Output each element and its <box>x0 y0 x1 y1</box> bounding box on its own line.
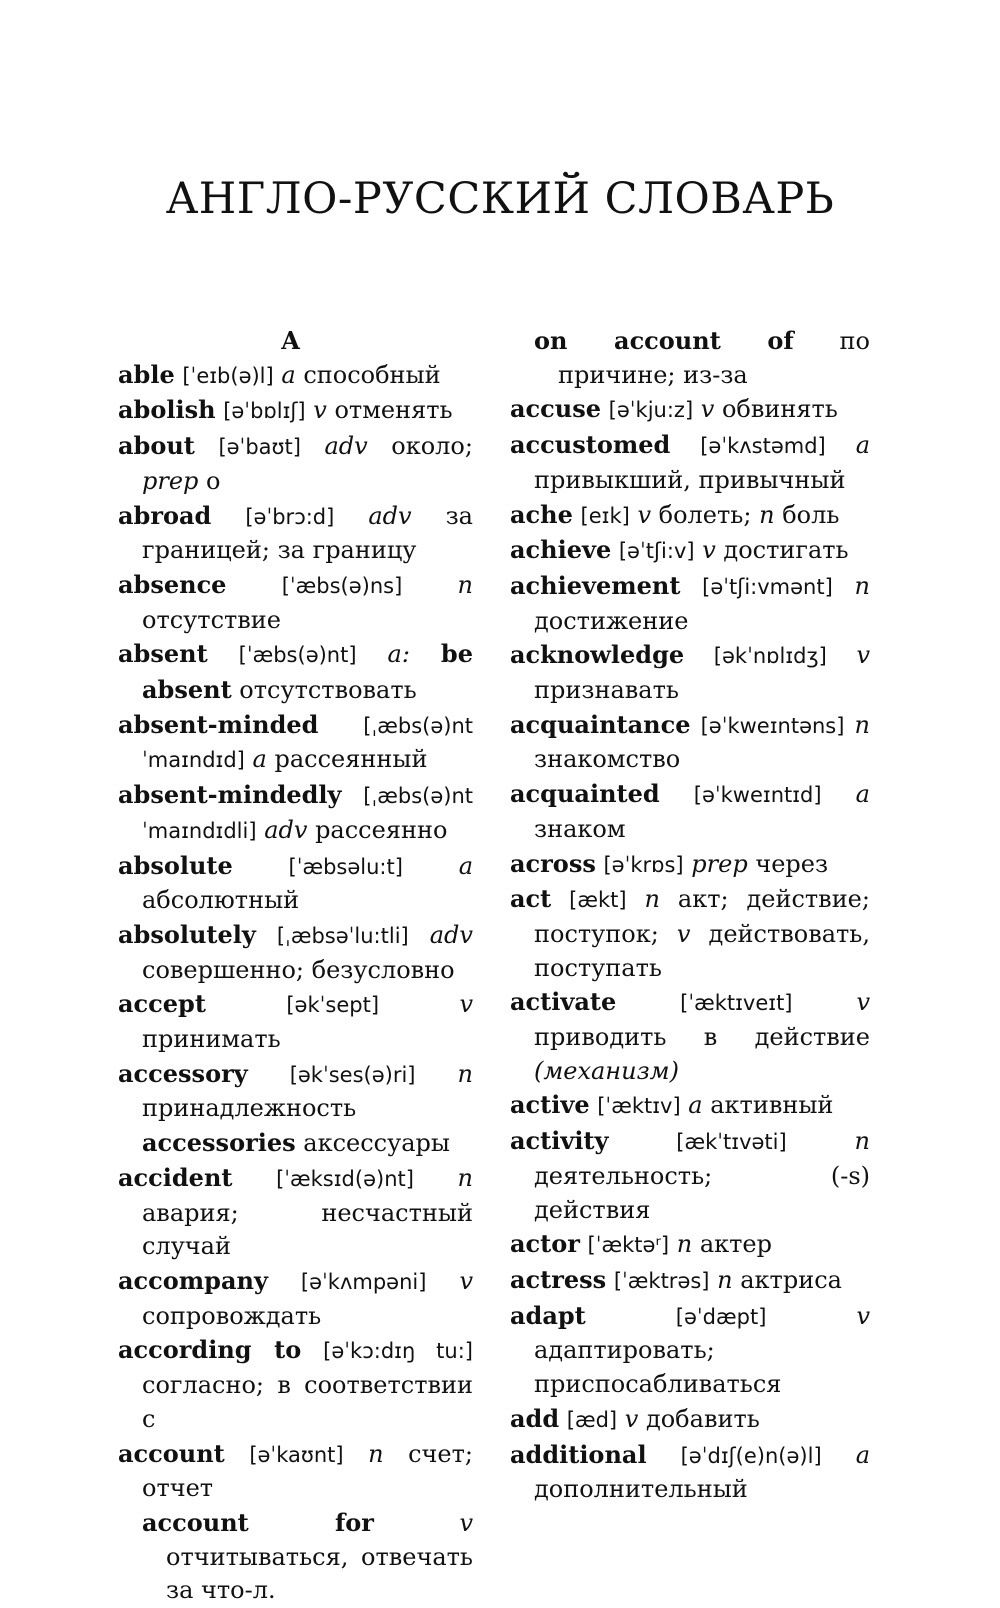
transcription: [ˈæktɪv] <box>597 1094 681 1119</box>
headword: activity <box>510 1126 609 1156</box>
dictionary-entry <box>510 1124 870 1227</box>
part-of-speech: v <box>702 536 716 565</box>
transcription: [əˈkweɪntəns] <box>700 713 845 738</box>
headword: additional <box>510 1439 647 1469</box>
headword: achieve <box>510 535 612 565</box>
transcription: [əˈbrɔ:d] <box>245 504 335 529</box>
definition: обвинять <box>721 395 838 424</box>
definition: активный <box>710 1091 834 1120</box>
part-of-speech: a <box>252 745 267 774</box>
headword: on account of <box>534 326 794 355</box>
part-of-speech: a: <box>387 640 410 669</box>
definition: отчитываться, отвечать за что-л. <box>166 1542 473 1605</box>
transcription: [əˈkju:z] <box>608 398 694 423</box>
dictionary-entry <box>510 638 870 707</box>
dictionary-entry <box>118 393 473 429</box>
headword: acquainted <box>510 779 660 809</box>
headword: absence <box>118 569 227 599</box>
part-of-speech: a <box>458 851 473 880</box>
headword: able <box>118 359 175 389</box>
definition: адаптировать; приспосабливаться <box>534 1336 782 1399</box>
dictionary-entry <box>510 569 870 638</box>
dictionary-entry <box>118 1437 473 1506</box>
headword: actor <box>510 1229 580 1259</box>
section-letter: A <box>281 326 300 355</box>
part-of-speech: v <box>856 1301 870 1330</box>
part-of-speech: prep <box>142 466 199 495</box>
definition: сопровождать <box>142 1301 322 1330</box>
dictionary-entry <box>118 918 473 987</box>
definition: привыкший, привычный <box>534 465 846 494</box>
part-of-speech: a <box>855 780 870 809</box>
transcription: [ˌæbsəˈlu:tli] <box>276 923 409 948</box>
definition: болеть; <box>658 500 752 529</box>
headword: absolute <box>118 850 233 880</box>
definition: достигать <box>723 536 849 565</box>
headword: absent-minded <box>118 709 319 739</box>
dictionary-entry <box>510 533 870 569</box>
part-of-speech: n <box>717 1265 733 1294</box>
dictionary-entry <box>118 1161 473 1264</box>
headword: abolish <box>118 395 216 425</box>
definition: акт; действие; поступок; <box>534 885 870 948</box>
transcription: [əkˈses(ə)ri] <box>289 1062 416 1087</box>
dictionary-entry <box>118 429 473 498</box>
dictionary-entry <box>510 1402 870 1438</box>
headword: accustomed <box>510 430 671 460</box>
transcription: [ˈæktəʳ] <box>587 1233 670 1258</box>
part-of-speech: v <box>856 641 870 670</box>
headword: accessories <box>142 1128 296 1158</box>
dictionary-entry <box>510 428 870 497</box>
headword: act <box>510 884 552 914</box>
part-of-speech: v <box>856 988 870 1017</box>
definition: знаком <box>534 814 626 843</box>
definition: достижение <box>534 606 689 635</box>
dictionary-entry <box>510 1227 870 1263</box>
headword: about <box>118 431 195 461</box>
transcription: [əkˈnɒlɪdʒ] <box>713 644 827 669</box>
dictionary-entry <box>118 1264 473 1333</box>
headword: active <box>510 1090 590 1120</box>
dictionary-entry <box>510 1438 870 1507</box>
part-of-speech: v <box>459 990 473 1019</box>
headword: add <box>510 1403 560 1433</box>
definition: около; <box>391 432 473 461</box>
transcription: [ækt] <box>569 888 627 913</box>
headword: account <box>118 1438 225 1468</box>
headword: acquaintance <box>510 709 691 739</box>
definition: согласно; в соответствии с <box>142 1371 473 1433</box>
definition: боль <box>782 500 840 529</box>
definition: актер <box>699 1230 772 1259</box>
part-of-speech: a <box>855 431 870 460</box>
transcription: [ˈæbs(ə)ns] <box>281 573 403 598</box>
headword: accuse <box>510 394 602 424</box>
dictionary-entry <box>510 1088 870 1124</box>
transcription: [əˈkaʊnt] <box>249 1442 344 1467</box>
transcription: [əˈkʌstəmd] <box>700 434 826 459</box>
dictionary-entry <box>510 498 870 534</box>
dictionary-entry <box>118 987 473 1056</box>
left-column <box>118 324 473 1608</box>
dictionary-entry <box>510 1263 870 1299</box>
transcription: [əˈkrɒs] <box>603 852 684 877</box>
dictionary-entry <box>118 708 473 778</box>
part-of-speech: v <box>624 1404 639 1433</box>
dictionary-entry <box>118 1333 473 1436</box>
dictionary-entry <box>118 1057 473 1126</box>
definition: по причине; из-за <box>558 327 870 389</box>
dictionary-entry <box>510 882 870 985</box>
part-of-speech: v <box>637 500 652 529</box>
definition: счет; отчет <box>142 1439 473 1503</box>
dictionary-entry <box>510 1299 870 1402</box>
transcription: [ækˈtɪvəti] <box>676 1130 787 1155</box>
dictionary-entry <box>510 847 870 883</box>
definition: признавать <box>534 676 679 705</box>
sub-entry <box>510 324 870 392</box>
definition: приводить в действие <box>534 1023 870 1052</box>
transcription: [ˈeɪb(ə)l] <box>182 363 274 388</box>
definition: за границей; за границу <box>142 501 473 565</box>
headword: adapt <box>510 1300 586 1330</box>
sub-entry <box>118 1126 473 1161</box>
dictionary-entry <box>510 392 870 428</box>
definition: отменять <box>334 396 453 425</box>
part-of-speech: v <box>459 1266 473 1295</box>
part-of-speech: n <box>759 500 775 529</box>
definition: отсутствовать <box>239 676 417 705</box>
part-of-speech: v <box>313 396 327 425</box>
part-of-speech: n <box>854 571 870 600</box>
definition: деятельность; (-s) действия <box>534 1161 870 1224</box>
definition: знакомство <box>534 745 681 774</box>
transcription: [ˈæbs(ə)nt] <box>238 643 357 668</box>
headword: absent <box>118 639 208 669</box>
headword: according to <box>118 1335 302 1365</box>
definition: отсутствие <box>142 605 281 634</box>
part-of-speech: a <box>281 360 296 389</box>
transcription: [əˈdɪʃ(e)n(ə)l] <box>680 1443 822 1468</box>
right-column <box>510 324 870 1507</box>
headword: actress <box>510 1264 607 1294</box>
part-of-speech: adv <box>368 501 412 530</box>
transcription: [ˈæbsəlu:t] <box>288 854 403 879</box>
headword: ache <box>510 499 573 529</box>
definition: актриса <box>740 1265 842 1294</box>
transcription: [əˈtʃi:v] <box>618 539 695 564</box>
dictionary-entry <box>118 568 473 637</box>
definition: аксессуары <box>303 1129 450 1158</box>
transcription: [ˈæktrəs] <box>613 1268 710 1293</box>
headword: absolutely <box>118 919 256 949</box>
transcription: [ˌæbs(ə)nt ˈmaɪndɪdli] <box>142 784 473 843</box>
definition: авария; несчастный случай <box>142 1198 473 1261</box>
phrase: be absent <box>142 639 473 705</box>
part-of-speech: a <box>688 1091 703 1120</box>
headword: absent-mindedly <box>118 780 342 810</box>
transcription: [əˈkweɪntɪd] <box>693 783 822 808</box>
definition: о <box>206 466 221 495</box>
transcription: [əˈkɔ:dɪŋ tu:] <box>323 1339 473 1364</box>
transcription: [ˌæbs(ə)nt ˈmaɪndɪd] <box>142 713 473 773</box>
definition: дополнительный <box>534 1475 748 1504</box>
headword: accompany <box>118 1265 268 1295</box>
definition: совершенно; безусловно <box>142 955 455 984</box>
dictionary-entry <box>118 849 473 918</box>
part-of-speech: n <box>854 1127 870 1156</box>
headword: activate <box>510 987 617 1017</box>
part-of-speech: v <box>700 395 715 424</box>
usage-note: (механизм) <box>534 1056 679 1085</box>
dictionary-entry <box>510 777 870 846</box>
part-of-speech: prep <box>691 849 748 878</box>
part-of-speech: n <box>457 570 473 599</box>
dictionary-entry <box>510 985 870 1088</box>
definition: способный <box>303 360 441 389</box>
definition: принадлежность <box>142 1094 357 1123</box>
sub-entry <box>118 1506 473 1608</box>
headword: account for <box>142 1507 374 1537</box>
transcription: [əˈtʃi:vmənt] <box>702 574 833 599</box>
part-of-speech: adv <box>324 432 368 461</box>
page-title: АНГЛО-РУССКИЙ СЛОВАРЬ <box>165 174 835 224</box>
part-of-speech: n <box>644 885 660 914</box>
part-of-speech: adv <box>429 920 473 949</box>
part-of-speech: n <box>457 1163 473 1192</box>
headword: abroad <box>118 500 212 530</box>
definition: действовать, поступать <box>534 919 870 982</box>
dictionary-entry <box>118 778 473 848</box>
definition: рассеянно <box>315 815 448 844</box>
part-of-speech: adv <box>264 815 308 844</box>
definition: абсолютный <box>142 886 300 915</box>
definition: через <box>755 849 829 878</box>
transcription: [ˈæktɪveɪt] <box>680 991 793 1016</box>
transcription: [əˈbɒlɪʃ] <box>223 399 306 424</box>
dictionary-entry <box>118 637 473 707</box>
transcription: [əˈbaʊt] <box>218 435 301 460</box>
transcription: [eɪk] <box>580 503 630 528</box>
definition: принимать <box>142 1025 281 1054</box>
headword: accept <box>118 989 206 1019</box>
part-of-speech: n <box>676 1230 693 1259</box>
transcription: [ˈæksɪd(ə)nt] <box>276 1166 414 1191</box>
definition: рассеянный <box>274 745 428 774</box>
transcription: [əˈkʌmpəni] <box>300 1269 427 1294</box>
dictionary-entry <box>118 358 473 394</box>
dictionary-entry <box>510 708 870 777</box>
definition: добавить <box>645 1404 760 1433</box>
headword: achievement <box>510 570 681 600</box>
headword: accident <box>118 1162 233 1192</box>
headword: across <box>510 848 596 878</box>
transcription: [æd] <box>566 1407 618 1432</box>
part-of-speech: v <box>676 919 691 948</box>
headword: acknowledge <box>510 640 685 670</box>
transcription: [əkˈsept] <box>286 993 380 1018</box>
part-of-speech: v <box>459 1508 473 1537</box>
part-of-speech: n <box>457 1059 473 1088</box>
part-of-speech: a <box>855 1440 870 1469</box>
transcription: [əˈdæpt] <box>675 1304 767 1329</box>
headword: accessory <box>118 1058 248 1088</box>
part-of-speech: n <box>368 1439 384 1468</box>
part-of-speech: n <box>854 710 870 739</box>
dictionary-entry <box>118 499 473 568</box>
